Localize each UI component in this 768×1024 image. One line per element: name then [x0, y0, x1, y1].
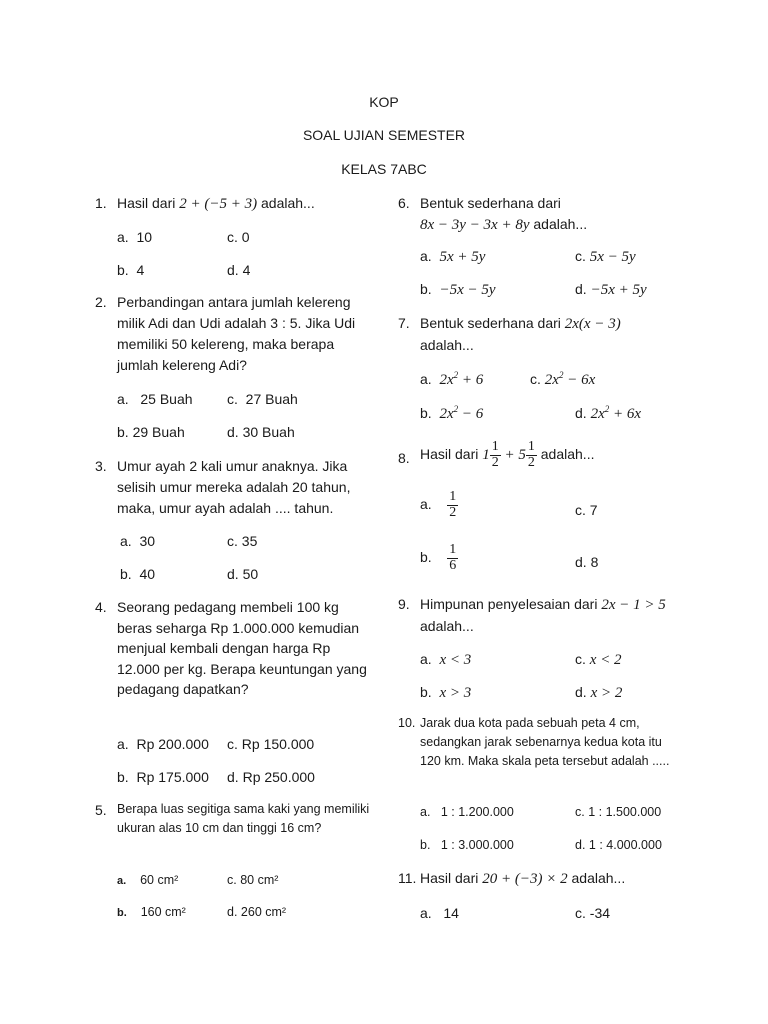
question-number: 6. [398, 195, 410, 211]
option-d: d. 50 [227, 566, 259, 582]
option-b: b. x > 3 [420, 684, 472, 701]
option-d: d. −5x + 5y [575, 281, 647, 298]
option-c: c. 27 Buah [227, 391, 298, 407]
option-b: b. 1 : 3.000.000 [420, 838, 514, 852]
option-a: a. 10 [117, 229, 153, 245]
question-4 [95, 597, 375, 787]
option-c: c. 0 [227, 229, 250, 245]
question-stem: Himpunan penyelesaian dari 2x − 1 > 5 adalah... [420, 596, 666, 634]
question-number: 4. [95, 599, 107, 615]
option-b: b. 29 Buah [117, 424, 185, 440]
question-number: 10. [398, 716, 416, 730]
question-stem: Hasil dari 1 $\frac{1}{2}$ + 5 $\frac{1}{2}$ adalah... [420, 439, 595, 470]
option-a: a. 60 cm² [117, 873, 179, 887]
option-a: a. x < 3 [420, 651, 472, 668]
question-number: 1. [95, 195, 107, 211]
option-b: b. 40 [120, 566, 156, 582]
question-7 [398, 313, 688, 428]
option-a: a. 5x + 5y [420, 248, 486, 265]
option-a: a. Rp 200.000 [117, 736, 209, 752]
question-stem: Perbandingan antara jumlah kelereng milik Adi dan Udi adalah 3 : 5. Jika Udi memiliki 50 kelereng, maka berapa jumlah kelereng Adi? [117, 294, 356, 373]
question-2 [95, 292, 375, 447]
question-stem: Hasil dari 2 + (−5 + 3) adalah... [117, 195, 315, 212]
option-d: d. 4 [227, 262, 251, 278]
math-expression: 2x − 1 > 5 [601, 597, 666, 613]
question-8 [398, 440, 688, 590]
option-d: d. $2x^2 + 6x$ [575, 404, 642, 422]
option-c: c. 80 cm² [227, 873, 279, 887]
question-number: 9. [398, 596, 410, 612]
option-d: d. x > 2 [575, 684, 623, 701]
option-c: c. x < 2 [575, 651, 622, 668]
option-b: b. Rp 175.000 [117, 769, 209, 785]
doc-header-kop: KOP [369, 94, 399, 110]
question-number: 2. [95, 294, 107, 310]
question-stem: Bentuk sederhana dari 8x − 3y − 3x + 8y adalah... [420, 195, 588, 233]
option-c: c. $2x^2 - 6x$ [530, 370, 596, 388]
doc-header-title: SOAL UJIAN SEMESTER [302, 127, 466, 143]
question-stem: Seorang pedagang membeli 100 kg beras seharga Rp 1.000.000 kemudian menjual kembali dengan harga Rp 12.000 per kg. Berapa keuntungan yang pedagang dapatkan? [117, 599, 367, 697]
option-c: c. Rp 150.000 [227, 736, 315, 752]
option-b: b. $2x^2 - 6$ [420, 404, 484, 422]
option-a: a. 25 Buah [117, 391, 193, 407]
question-6 [398, 193, 688, 303]
option-a: a. 1 : 1.200.000 [420, 805, 514, 819]
question-1 [95, 193, 370, 283]
doc-header-class: KELAS 7ABC [341, 161, 427, 177]
math-expression: 2 + (−5 + 3) [179, 196, 258, 212]
option-d: d. 260 cm² [227, 905, 287, 919]
option-a: a. 30 [120, 533, 156, 549]
option-a: a. $\frac{1}{2}$ [420, 489, 457, 520]
question-stem: Hasil dari 20 + (−3) × 2 adalah... [420, 870, 626, 887]
question-number: 11. [398, 870, 417, 886]
option-b: b. −5x − 5y [420, 281, 496, 298]
question-10 [398, 714, 688, 859]
question-number: 5. [95, 802, 107, 818]
option-d: d. 1 : 4.000.000 [575, 838, 662, 852]
option-d: d. 30 Buah [227, 424, 295, 440]
option-a: a. $2x^2 + 6$ [420, 370, 484, 388]
math-expression: 2x(x − 3) [564, 316, 621, 332]
option-c: c. -34 [575, 905, 611, 921]
question-stem: Berapa luas segitiga sama kaki yang memiliki ukuran alas 10 cm dan tinggi 16 cm? [117, 802, 370, 835]
fraction: $\frac{1}{2}$ [527, 439, 535, 470]
option-b: b. $\frac{1}{6}$ [420, 542, 457, 573]
question-11 [398, 868, 688, 928]
option-d: d. Rp 250.000 [227, 769, 315, 785]
question-5 [95, 800, 375, 925]
question-number: 8. [398, 450, 410, 466]
option-a: a. 14 [420, 905, 459, 921]
math-expression: 20 + (−3) × 2 [482, 871, 568, 887]
question-stem: Bentuk sederhana dari 2x(x − 3) adalah... [420, 315, 621, 353]
question-stem: Umur ayah 2 kali umur anaknya. Jika selisih umur mereka adalah 20 tahun, maka, umur ayah adalah .... tahun. [117, 458, 351, 516]
option-d: d. 8 [575, 554, 599, 570]
question-number: 3. [95, 458, 107, 474]
option-c: c. 5x − 5y [575, 248, 636, 265]
question-9 [398, 594, 688, 704]
math-expression: 8x − 3y − 3x + 8y [420, 217, 530, 233]
option-c: c. 7 [575, 502, 598, 518]
option-c: c. 1 : 1.500.000 [575, 805, 662, 819]
question-stem: Jarak dua kota pada sebuah peta 4 cm, sedangkan jarak sebenarnya kedua kota itu 120 km. Maka skala peta tersebut adalah ..... [420, 716, 670, 768]
option-c: c. 35 [227, 533, 258, 549]
option-b: b. 160 cm² [117, 905, 186, 919]
option-b: b. 4 [117, 262, 145, 278]
question-number: 7. [398, 315, 410, 331]
question-3 [95, 456, 375, 586]
fraction: $\frac{1}{2}$ [491, 439, 499, 470]
